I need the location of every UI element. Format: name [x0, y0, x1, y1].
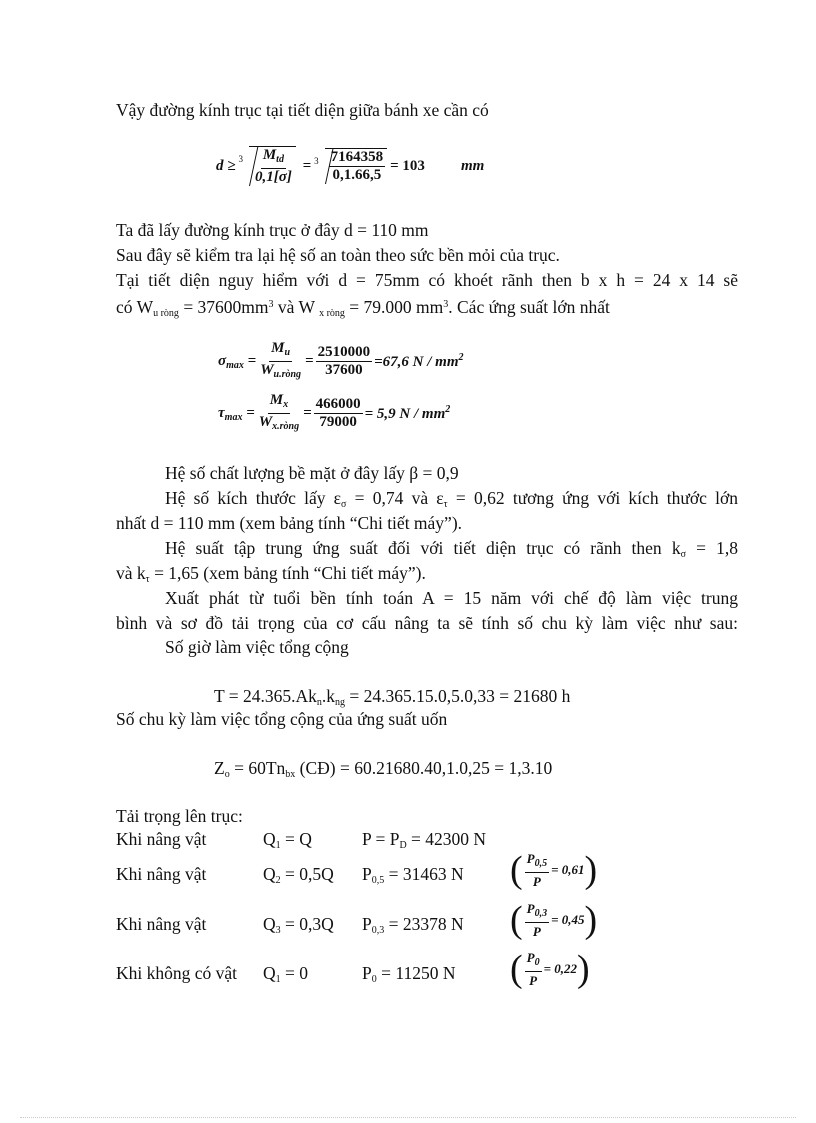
load-row-q: $Q_2 = 0,5Q$: [263, 864, 334, 886]
load-row-ratio: ( $\frac{P_{0,3}}{P}$ = 0,45 ): [510, 899, 598, 941]
load-row-label: Khi không có vật: [116, 963, 238, 983]
load-row-p: $P_{0,3} = 23378$ N: [362, 914, 464, 936]
equation-diameter: d ≥ 3 $\frac{M_{td}}{0,1[\sigma]}$ = 3 $\frac{7164358}{0,1.66,5}$ = 103 mm: [216, 147, 485, 185]
diameter-chosen: Ta đã lấy đường kính trục ở đây d = 110 mm: [116, 220, 429, 240]
load-row-label: Khi nâng vật: [116, 829, 207, 849]
lifetime-para-2: bình và sơ đồ tải trọng của cơ cấu nâng ta sẽ tính số chu kỳ làm việc như sau:: [116, 613, 738, 633]
load-row-q: $Q_3 = 0,3Q$: [263, 914, 334, 936]
stress-concentration-cont: và $k_\tau = 1,65$ (xem bảng tính “Chi tiết máy”).: [116, 563, 426, 585]
eq1-num2: 7164358: [330, 149, 384, 165]
load-row-p: $P_{0,5} = 31463$ N: [362, 864, 464, 886]
load-row-ratio: ( $\frac{P_{0,5}}{P}$ = 0,61 ): [510, 849, 598, 891]
load-row-label: Khi nâng vật: [116, 864, 207, 884]
page-footer-divider: [20, 1117, 796, 1118]
size-factor-cont: nhất d = 110 mm (xem bảng tính “Chi tiết máy”).: [116, 513, 463, 533]
eq1-den2: 0,1.66,5: [332, 167, 382, 183]
intro-text: Vậy đường kính trục tại tiết diện giữa bánh xe cần có: [116, 100, 489, 120]
stress-concentration: Hệ suất tập trung ứng suất đối với tiết diện trục có rãnh then $k_\sigma = 1,8$: [165, 538, 739, 560]
section-moduli: có $W_{u ròng} = 37600mm^3$ và W $_{x ròng}$ = 79.000 $mm^3$. Các ứng suất lớn nhất: [116, 297, 610, 319]
eq1-result: = 103: [390, 157, 425, 174]
dangerous-section: Tại tiết diện nguy hiểm với d = 75mm có khoét rãnh then b x h = 24 x 14 sẽ: [116, 270, 738, 290]
load-row-q: $Q_1 = 0$: [263, 963, 309, 985]
eq1-lhs: d ≥: [216, 157, 236, 174]
load-row-ratio: ( $\frac{P_0}{P}$ = 0,22 ): [510, 948, 590, 990]
load-row-p: $P = P_D = 42300$ N: [362, 829, 487, 851]
loads-heading: Tải trọng lên trục:: [116, 806, 243, 826]
load-row-q: $Q_1 = Q$: [263, 829, 312, 851]
eq1-root-index: 3: [238, 154, 243, 164]
equation-hours: $T = 24.365.Ak_n.k_{ng} = 24.365.15.0,5.0,33 = 21680$ h: [214, 686, 571, 708]
equation-sigma-max: $\sigma_{max}$ = $\frac{M_u}{W_{u.ròng}}$ = $\frac{2510000}{37600}$ =67,6 N / $mm^2$: [218, 340, 464, 380]
lifetime-para-1: Xuất phát từ tuổi bền tính toán A = 15 năm với chế độ làm việc trung: [165, 588, 738, 608]
equation-cycles: $Z_o = 60Tn_{bx}$ (CĐ) = 60.21680.40,1.0,25 = 1,3.10: [214, 758, 553, 780]
cycles-label: Số chu kỳ làm việc tổng cộng của ứng suất uốn: [116, 709, 448, 729]
equation-tau-max: $\tau_{max}$ = $\frac{M_x}{W_{x.ròng}}$ = $\frac{466000}{79000}$ = 5,9 N / $mm^2$: [218, 392, 451, 432]
load-row-p: $P_0 = 11250$ N: [362, 963, 456, 985]
hours-label: Số giờ làm việc tổng cộng: [165, 637, 349, 657]
load-row-label: Khi nâng vật: [116, 914, 207, 934]
surface-quality: Hệ số chất lượng bề mặt ở đây lấy β = 0,9: [165, 463, 459, 483]
fatigue-check: Sau đây sẽ kiểm tra lại hệ số an toàn theo sức bền mỏi của trục.: [116, 245, 560, 265]
eq1-unit: mm: [460, 157, 485, 174]
size-factor: Hệ số kích thước lấy $\varepsilon_\sigma = 0,74$ và $\varepsilon_\tau = 0,62$ tương ứng với kích thước lớn: [165, 488, 738, 510]
